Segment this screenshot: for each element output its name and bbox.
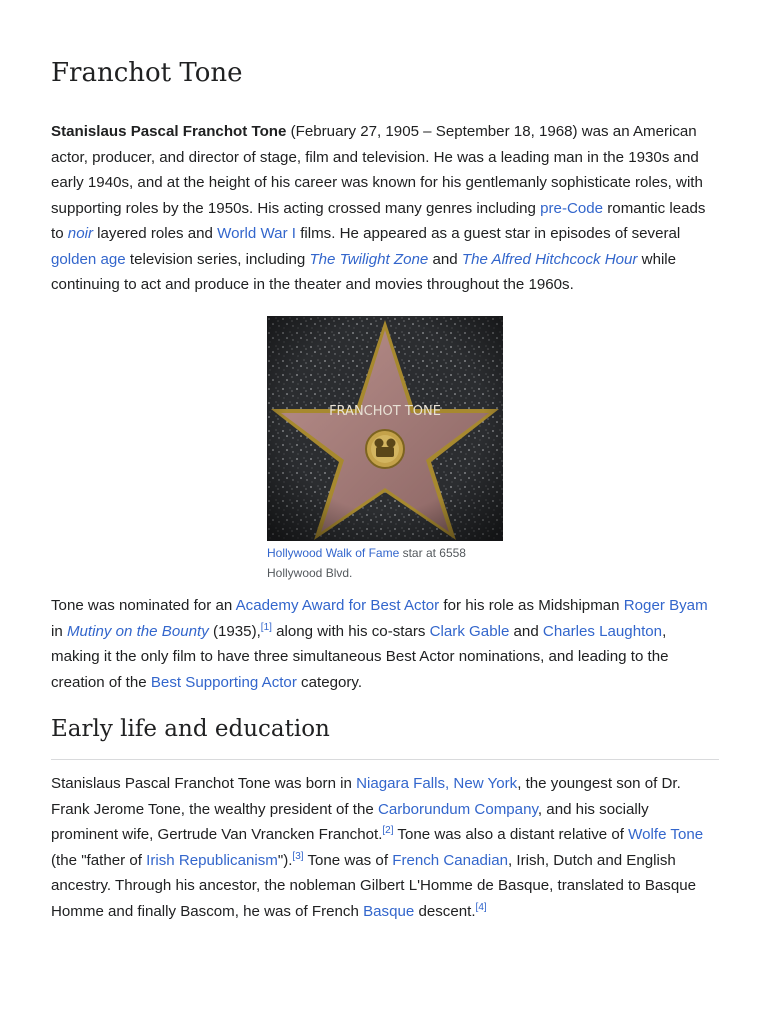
reference-2[interactable]: [2] [382, 824, 394, 836]
link-basque[interactable]: Basque [363, 902, 415, 920]
link-mutiny-on-the-bounty[interactable]: Mutiny on the Bounty [66, 622, 209, 640]
para2-text-3: in [51, 622, 67, 640]
link-world-war-i[interactable]: World War I [217, 225, 296, 242]
reference-1[interactable]: [1] [260, 621, 272, 633]
para3-text-4: Tone was also a distant relative of [393, 826, 629, 843]
link-golden-age[interactable]: golden age [51, 250, 126, 268]
link-noir[interactable]: noir [67, 225, 93, 242]
para3-text-5: (the "father of [51, 851, 147, 869]
link-academy-award-best-actor[interactable]: Academy Award for Best Actor [235, 597, 440, 614]
link-best-supporting-actor[interactable]: Best Supporting Actor [150, 673, 297, 691]
early-life-paragraph [51, 771, 719, 924]
intro-text-2: romantic leads to [51, 199, 706, 242]
intro-text-3: layered roles and [92, 225, 218, 242]
para2-text-5: along with his co-stars [271, 622, 430, 640]
para3-text-7: Tone was of [303, 851, 393, 869]
reference-4[interactable]: [4] [475, 901, 487, 913]
para2-text-1: Tone was nominated for an [51, 597, 236, 614]
para3-text-2: , the youngest son of Dr. Frank Jerome Tone, the wealthy president of the [51, 775, 681, 818]
link-niagara-falls[interactable]: Niagara Falls, New York [356, 775, 518, 792]
intro-paragraph [51, 119, 719, 298]
para2-text-6: and [509, 622, 543, 640]
link-hollywood-walk-of-fame[interactable]: Hollywood Walk of Fame [267, 546, 400, 560]
intro-text-4: films. He appeared as a guest star in episodes of several [296, 225, 681, 242]
link-alfred-hitchcock-hour[interactable]: The Alfred Hitchcock Hour [461, 250, 638, 268]
para3-text-9: descent. [414, 902, 476, 920]
link-carborundum-company[interactable]: Carborundum Company [377, 800, 538, 818]
intro-text-7: while continuing to act and produce in the theater and movies throughout the 1960s. [51, 250, 677, 293]
link-charles-laughton[interactable]: Charles Laughton [542, 622, 663, 640]
figure-caption [267, 543, 503, 583]
reference-3[interactable]: [3] [292, 850, 304, 862]
section-heading-early-life: Early life and education [51, 716, 330, 742]
link-pre-code[interactable]: pre-Code [540, 199, 604, 217]
link-french-canadian[interactable]: French Canadian [392, 851, 509, 869]
section-divider [51, 759, 719, 760]
para2-text-4: (1935), [208, 622, 261, 640]
para2-text-8: category. [296, 673, 363, 691]
para2-text-2: for his role as Midshipman [439, 597, 624, 614]
para3-text-8: , Irish, Dutch and English ancestry. Through his ancestor, the nobleman Gilbert L'Homme de Basque, translated to Basque Homme and finally Bascom, he was of French [51, 851, 697, 920]
link-twilight-zone[interactable]: The Twilight Zone [309, 250, 429, 268]
intro-text-1: (February 27, 1905 – September 18, 1968) was an American actor, producer, and director of stage, film and television. He was a leading man in the 1930s and early 1940s, and at the height of his career was known for his gentlemanly sophisticate roles, with supporting roles by the 1950s. His acting crossed many genres including [51, 123, 703, 217]
walk-of-fame-figure [267, 316, 503, 583]
link-clark-gable[interactable]: Clark Gable [429, 622, 510, 640]
para3-text-1: Stanislaus Pascal Franchot Tone was born in [51, 775, 357, 792]
intro-text-6: and [428, 250, 462, 268]
walk-of-fame-star-photo[interactable] [267, 316, 503, 541]
para3-text-3: , and his socially prominent wife, Gertrude Van Vrancken Franchot. [51, 800, 649, 843]
link-irish-republicanism[interactable]: Irish Republicanism [146, 851, 278, 869]
link-roger-byam[interactable]: Roger Byam [623, 597, 708, 614]
page-title: Franchot Tone [51, 58, 243, 88]
caption-text: star at 6558 Hollywood Blvd. [267, 546, 466, 580]
subject-name: Stanislaus Pascal Franchot Tone [51, 123, 287, 140]
para2-text-7: , making it the only film to have three simultaneous Best Actor nominations, and leading to the creation of the [51, 622, 669, 691]
para3-text-6: "). [277, 851, 293, 869]
intro-text-5: television series, including [125, 250, 310, 268]
nomination-paragraph [51, 593, 719, 695]
link-wolfe-tone[interactable]: Wolfe Tone [628, 826, 704, 843]
